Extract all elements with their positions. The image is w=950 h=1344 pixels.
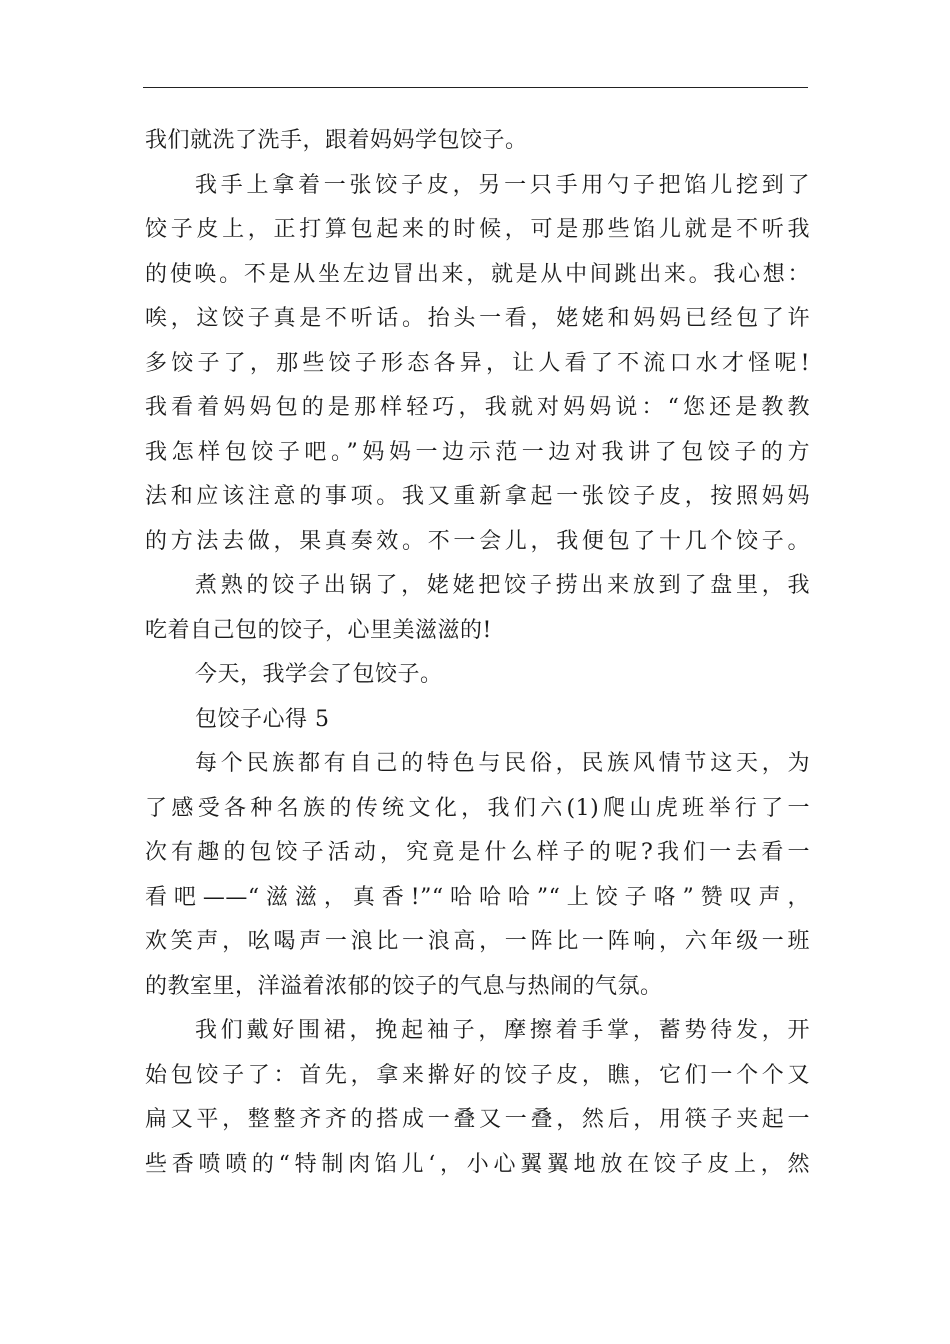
text-line: 欢笑声，吆喝声一浪比一浪高，一阵比一阵响，六年级一班	[145, 929, 810, 954]
text-body	[145, 119, 810, 1187]
text-line: 我手上拿着一张饺子皮，另一只手用勺子把馅儿挖到了	[195, 172, 810, 198]
text-line: 吃着自己包的饺子，心里美滋滋的!	[145, 617, 492, 643]
text-line: 的教室里，洋溢着浓郁的饺子的气息与热闹的气氛。	[145, 973, 663, 999]
text-line: 法和应该注意的事项。我又重新拿起一张饺子皮，按照妈妈	[145, 484, 810, 509]
text-line: 我们就洗了洗手，跟着妈妈学包饺子。	[145, 128, 528, 153]
text-line: 的使唤。不是从坐左边冒出来，就是从中间跳出来。我心想：	[145, 261, 810, 287]
text-line: 多饺子了，那些饺子形态各异，让人看了不流口水才怪呢!	[145, 350, 810, 376]
text-line: 些香喷喷的“特制肉馅儿‘，小心翼翼地放在饺子皮上，然	[145, 1151, 810, 1177]
section-heading: 包饺子心得 5	[195, 706, 330, 732]
text-line: 的方法去做，果真奏效。不一会儿，我便包了十几个饺子。	[145, 528, 810, 554]
text-line: 我怎样包饺子吧。”妈妈一边示范一边对我讲了包饺子的方	[145, 439, 810, 465]
text-line: 次有趣的包饺子活动，究竟是什么样子的呢?我们一去看一	[145, 840, 810, 865]
text-line: 我们戴好围裙，挽起袖子，摩擦着手掌，蓄势待发，开	[195, 1018, 810, 1043]
text-line: 唉，这饺子真是不听话。抬头一看，姥姥和妈妈已经包了许	[145, 306, 810, 331]
text-line: 今天，我学会了包饺子。	[195, 662, 443, 687]
text-line: 扁又平，整整齐齐的搭成一叠又一叠，然后，用筷子夹起一	[145, 1107, 810, 1132]
text-line: 饺子皮上，正打算包起来的时候，可是那些馅儿就是不听我	[145, 217, 810, 242]
text-line: 煮熟的饺子出锅了，姥姥把饺子捞出来放到了盘里，我	[195, 573, 810, 598]
text-line: 始包饺子了：首先，拿来擀好的饺子皮，瞧，它们一个个又	[145, 1062, 810, 1088]
header-rule	[143, 87, 808, 88]
text-line: 看吧——“滋滋，真香!”“哈哈哈”“上饺子咯”赞叹声，	[145, 884, 810, 910]
text-line: 了感受各种名族的传统文化，我们六(1)爬山虎班举行了一	[145, 795, 810, 821]
text-line: 每个民族都有自己的特色与民俗，民族风情节这天，为	[195, 751, 810, 776]
text-line: 我看着妈妈包的是那样轻巧，我就对妈妈说：“您还是教教	[145, 395, 810, 420]
